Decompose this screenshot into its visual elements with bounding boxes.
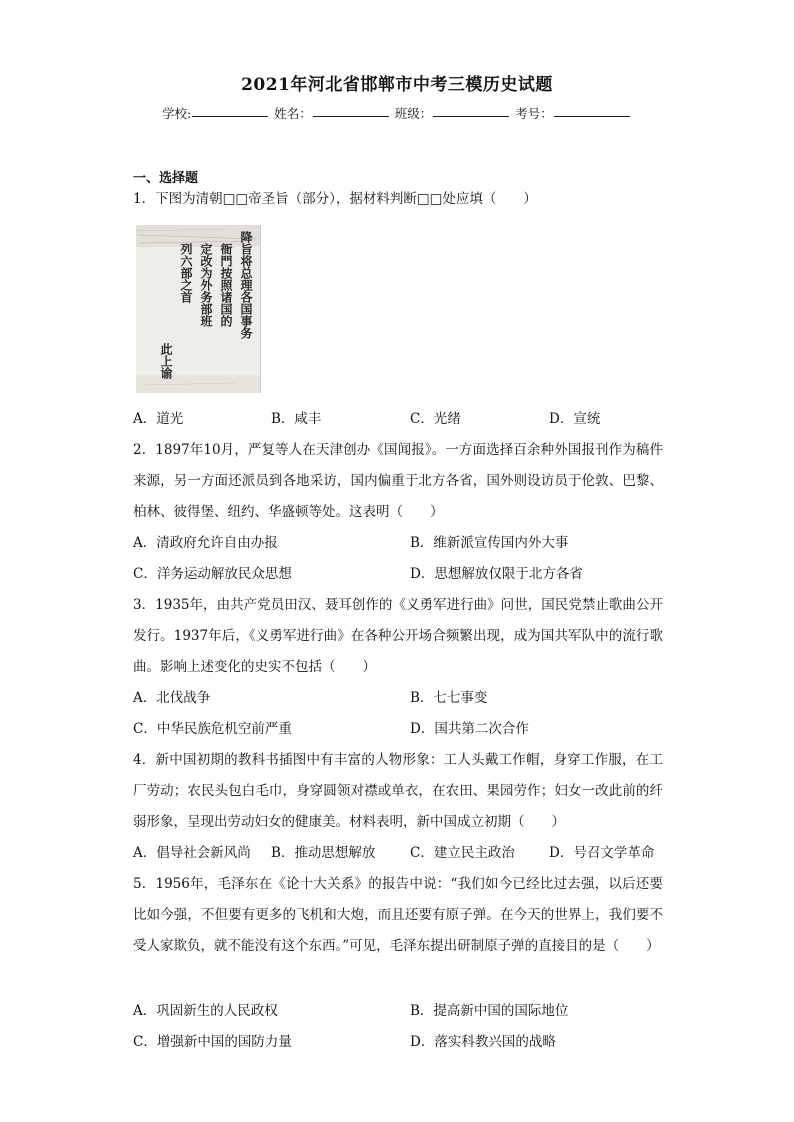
q3-option-a[interactable]: A．北伐战争	[133, 690, 211, 706]
imperial-edict-image	[136, 225, 261, 393]
q4-option-b[interactable]: B．推动思想解放	[271, 845, 376, 861]
q4-option-c[interactable]: C．建立民主政治	[410, 845, 515, 861]
q4-option-d[interactable]: D．号召文学革命	[549, 845, 655, 861]
section-title: 一、选择题	[133, 171, 199, 186]
question-1-options	[133, 404, 673, 435]
edict-column-1: 降旨将总理各国事务	[239, 231, 253, 339]
school-label: 学校:	[162, 106, 192, 121]
question-2-options-row2	[133, 559, 673, 590]
school-blank	[192, 104, 268, 117]
question-3-options	[133, 683, 673, 714]
q3-option-c[interactable]: C．中华民族危机空前严重	[133, 721, 292, 737]
edict-column-4: 列六部之首	[179, 243, 193, 303]
question-4-options	[133, 838, 673, 869]
number-blank	[554, 104, 630, 117]
q5-option-b[interactable]: B．提高新中国的国际地位	[410, 1003, 569, 1019]
q4-option-a[interactable]: A．倡导社会新风尚	[133, 845, 251, 861]
q1-option-c[interactable]: C．光绪	[410, 411, 461, 427]
q5-option-a[interactable]: A．巩固新生的人民政权	[133, 1003, 278, 1019]
student-info-row	[162, 104, 636, 122]
q5-option-d[interactable]: D．落实科教兴国的战略	[410, 1034, 556, 1050]
q1-option-b[interactable]: B．咸丰	[271, 411, 322, 427]
q1-option-a[interactable]: A．道光	[133, 411, 184, 427]
edict-column-3: 定改为外务部班	[199, 243, 213, 327]
class-blank	[433, 104, 509, 117]
exam-title: 2021年河北省邯郸市中考三模历史试题	[241, 75, 553, 95]
q3-option-d[interactable]: D．国共第二次合作	[410, 721, 529, 737]
q5-option-c[interactable]: C．增强新中国的国防力量	[133, 1034, 292, 1050]
name-label: 姓名：	[274, 106, 312, 121]
q3-option-b[interactable]: B．七七事变	[410, 690, 488, 706]
question-5-stem: 5．1956年，毛泽东在《论十大关系》的报告中说：“我们如今已经比过去强，以后还要比如今强，不但要有更多的飞机和大炮，而且还要有原子弹。在今天的世界上，我们要不受人家欺负，就不能没有这个东西。”可见，毛泽东提出研制原子弹的直接目的是（ ）	[133, 876, 663, 954]
question-5-options-row2	[133, 1027, 673, 1058]
question-3-options-row2	[133, 714, 673, 745]
question-1-stem: 1．下图为清朝□□帝圣旨（部分），据材料判断□□处应填（ ）	[133, 191, 537, 207]
q2-option-c[interactable]: C．洋务运动解放民众思想	[133, 566, 292, 582]
question-2-options	[133, 528, 673, 559]
edict-column-2: 衙門按照诸国的	[219, 243, 233, 327]
q2-option-b[interactable]: B．维新派宣传国内外大事	[410, 535, 569, 551]
name-blank	[313, 104, 389, 117]
q2-option-a[interactable]: A．清政府允许自由办报	[133, 535, 278, 551]
question-5-options	[133, 996, 673, 1027]
question-3-stem: 3．1935年，由共产党员田汉、聂耳创作的《义勇军进行曲》问世，国民党禁止歌曲公开发行。1937年后，《义勇军进行曲》在各种公开场合频繁出现，成为国共军队中的流行歌曲。影响上述变化的史实不包括（ ）	[133, 597, 663, 675]
class-label: 班级：	[394, 106, 433, 121]
q2-option-d[interactable]: D．思想解放仅限于北方各省	[410, 566, 583, 582]
question-2-stem: 2．1897年10月，严复等人在天津创办《国闻报》。一方面选择百余种外国报刊作为稿件来源，另一方面还派员到各地采访，国内偏重于北方各省，国外则设访员于伦敦、巴黎、柏林、彼得堡、纽约、华盛顿等处。这表明（ ）	[133, 442, 663, 520]
edict-column-5: 此上谕	[159, 343, 173, 379]
number-label: 考号：	[515, 106, 553, 121]
question-4-stem: 4．新中国初期的教科书插图中有丰富的人物形象：工人头戴工作帽，身穿工作服，在工厂劳动；农民头包白毛巾，身穿圆领对襟或单衣，在农田、果园劳作；妇女一改此前的纤弱形象，呈现出劳动妇女的健康美。材料表明，新中国成立初期（ ）	[133, 752, 663, 830]
q1-option-d[interactable]: D．宣统	[549, 411, 601, 427]
